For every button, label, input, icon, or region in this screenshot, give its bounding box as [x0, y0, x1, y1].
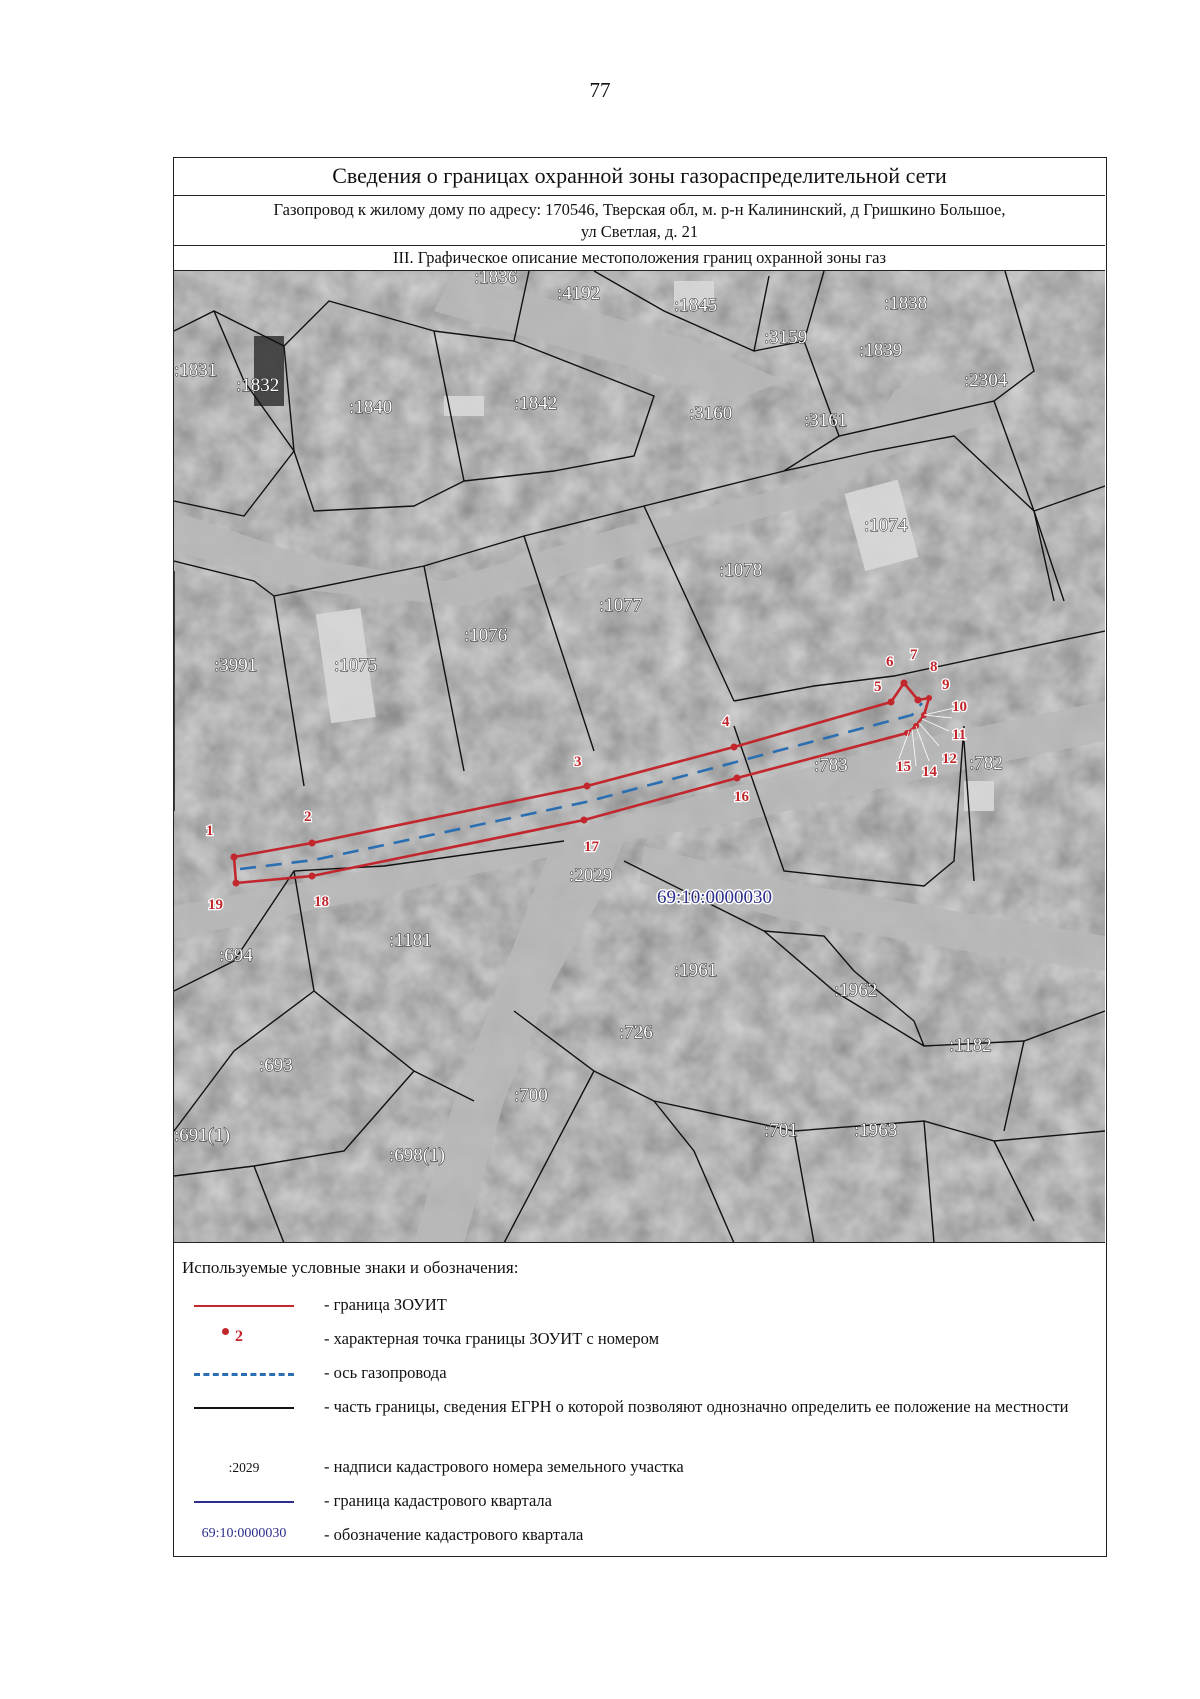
- map-area[interactable]: [174, 271, 1105, 1243]
- parcel-label: :1182: [949, 1035, 992, 1056]
- parcel-label: :1961: [674, 960, 718, 981]
- parcel-label: :1074: [864, 515, 908, 536]
- object-description-line2: ул Светлая, д. 21: [580, 222, 699, 241]
- parcel-label: :694: [219, 945, 253, 966]
- parcel-label: :3159: [764, 327, 808, 348]
- parcel-label: :1832: [236, 375, 280, 396]
- parcel-label: :1838: [884, 293, 928, 314]
- parcel-label: :701: [764, 1120, 798, 1141]
- red-point-symbol: 2: [222, 1328, 322, 1346]
- parcel-label: :2304: [964, 370, 1008, 391]
- quarter-label-symbol: 69:10:0000030: [201, 1526, 287, 1541]
- point-label: 11: [952, 727, 967, 743]
- parcel-label: :1078: [719, 560, 763, 581]
- point-label: 12: [942, 751, 957, 767]
- parcel-label: :1836: [474, 271, 518, 288]
- point-label: 14: [922, 764, 937, 780]
- parcel-label: :4192: [557, 283, 601, 304]
- point-label: 9: [942, 677, 950, 693]
- parcel-label: :1076: [464, 625, 508, 646]
- point-label: 2: [304, 809, 312, 825]
- point-label: 5: [874, 679, 882, 695]
- parcel-label: :698(1): [389, 1145, 445, 1166]
- parcel-label: :3160: [689, 403, 733, 424]
- parcel-label: :1842: [514, 393, 558, 414]
- object-description: [174, 196, 1105, 246]
- blue-dash-symbol: [194, 1373, 294, 1376]
- parcel-label: :1831: [174, 360, 218, 381]
- navy-line-symbol: [194, 1501, 294, 1503]
- parcel-label: :1962: [834, 980, 878, 1001]
- legend-text: - часть границы, сведения ЕГРН о которой позволяют однозначно определить ее положение на местности: [324, 1397, 1069, 1416]
- parcel-label: :782: [969, 753, 1003, 774]
- page-number: 77: [589, 78, 611, 102]
- point-label: 3: [574, 754, 582, 770]
- parcel-label: :1839: [859, 340, 903, 361]
- point-label: 15: [896, 759, 911, 775]
- legend-text: - обозначение кадастрового квартала: [324, 1525, 584, 1544]
- quarter-label: 69:10:0000030: [657, 887, 773, 908]
- parcel-label: :783: [814, 755, 848, 776]
- parcel-label: :693: [259, 1055, 293, 1076]
- legend-text: - граница ЗОУИТ: [324, 1295, 447, 1314]
- object-description-line1: Газопровод к жилому дому по адресу: 170546, Тверская обл, м. р-н Калининский, д Гришкино Большое,: [273, 200, 1006, 219]
- map-canvas[interactable]: [174, 271, 1105, 1243]
- legend-text: - граница кадастрового квартала: [324, 1491, 552, 1510]
- point-label: 7: [910, 647, 918, 663]
- parcel-label: :3161: [804, 410, 848, 431]
- section-title: III. Графическое описание местоположения границ охранной зоны газ: [174, 246, 1105, 271]
- parcel-label: :1075: [334, 655, 378, 676]
- point-label: 6: [886, 654, 894, 670]
- black-line-symbol: [194, 1407, 294, 1409]
- point-label: 1: [206, 823, 214, 839]
- parcel-label: :726: [619, 1022, 653, 1043]
- parcel-label: :1181: [389, 930, 432, 951]
- parcel-label: :1077: [599, 595, 643, 616]
- legend-text: - надписи кадастрового номера земельного участка: [324, 1457, 684, 1476]
- parcel-label: :1840: [349, 397, 393, 418]
- document-frame: [173, 157, 1107, 1557]
- parcel-label: :3991: [214, 655, 258, 676]
- point-label: 16: [734, 789, 749, 805]
- cadastral-label-symbol: :2029: [228, 1460, 260, 1475]
- point-label: 18: [314, 894, 329, 910]
- point-label: 4: [722, 714, 730, 730]
- parcel-label: :1963: [854, 1120, 898, 1141]
- red-line-symbol: [194, 1305, 294, 1307]
- point-label: 19: [208, 897, 223, 913]
- point-label: 17: [584, 839, 599, 855]
- legend-text: - характерная точка границы ЗОУИТ с номером: [324, 1329, 660, 1348]
- legend-title: Используемые условные знаки и обозначения:: [182, 1258, 519, 1277]
- point-label: 10: [952, 699, 967, 715]
- parcel-label: :2029: [569, 865, 613, 886]
- parcel-label: :1845: [674, 295, 718, 316]
- legend-text: - ось газопровода: [324, 1363, 447, 1382]
- parcel-label: :700: [514, 1085, 548, 1106]
- point-label: 8: [930, 659, 938, 675]
- document-title: Сведения о границах охранной зоны газораспределительной сети: [174, 158, 1105, 196]
- parcel-label: :691(1): [174, 1125, 230, 1146]
- legend: [174, 1246, 1105, 1556]
